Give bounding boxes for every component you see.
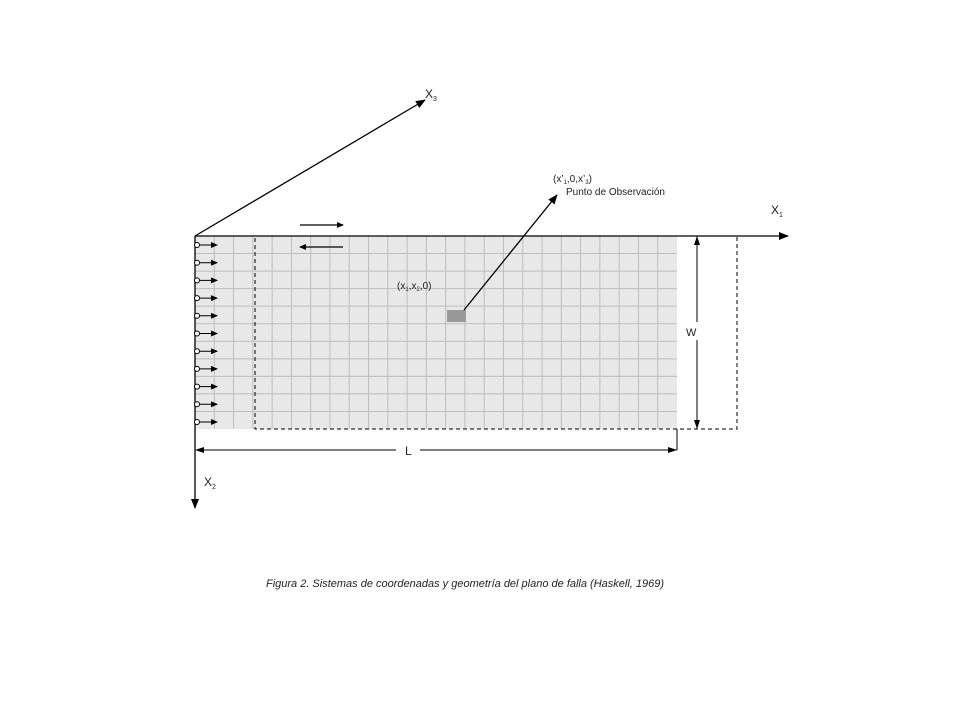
x3-axis: [195, 100, 425, 236]
front-arrow-origin: [195, 366, 200, 371]
x2-axis-label: $X_2$: [204, 475, 216, 491]
front-arrow-origin: [195, 384, 200, 389]
source-coords: $(x_1,x_2,0)$: [397, 281, 432, 293]
front-arrow-origin: [195, 331, 200, 336]
w-dimension-bottom-arrow: [694, 420, 700, 429]
l-dimension-left-arrow: [195, 447, 204, 453]
front-arrow-origin: [195, 349, 200, 354]
l-dimension-right-arrow: [668, 447, 677, 453]
x1-axis-label: $X_1$: [771, 203, 783, 219]
fault-plane: [195, 236, 677, 429]
front-arrow-origin: [195, 243, 200, 248]
w-dimension-top-arrow: [694, 236, 700, 245]
front-arrow-origin: [195, 260, 200, 265]
front-arrow-origin: [195, 313, 200, 318]
observation-point-label: Punto de Observación: [566, 187, 665, 198]
length-label: L: [405, 444, 412, 458]
x3-axis-label: $X_3$: [425, 87, 437, 103]
observation-coords: $(x’_1,0,x’_3)$: [553, 174, 592, 186]
front-arrow-origin: [195, 402, 200, 407]
figure-caption: Figura 2. Sistemas de coordenadas y geometría del plano de falla (Haskell, 1969): [265, 578, 665, 590]
width-label: W: [686, 327, 697, 339]
front-arrow-origin: [195, 296, 200, 301]
front-arrow-origin: [195, 278, 200, 283]
front-arrow-origin: [195, 420, 200, 425]
source-element: [447, 310, 466, 322]
